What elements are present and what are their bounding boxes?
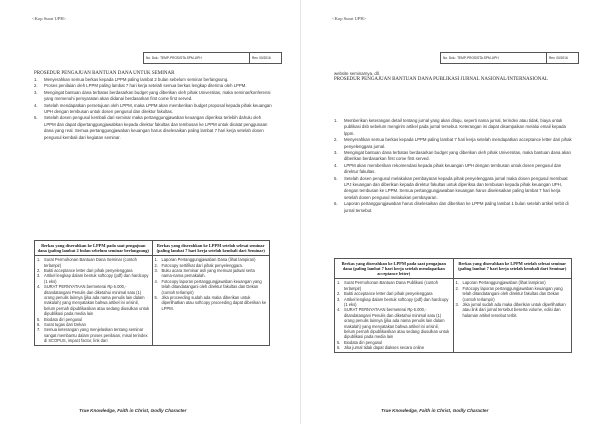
step-number: 3.	[334, 150, 338, 156]
step-number: 6.	[334, 201, 338, 207]
revision-number: Rev. 00/2016	[549, 55, 568, 60]
item-text: Bukti acceptance letter dari pihak penyelenggara	[44, 267, 133, 273]
continued-text-line: website seminarnya, dll.	[334, 71, 380, 76]
list-item	[337, 307, 451, 339]
item-number: 1.	[37, 257, 41, 263]
document-number-box	[440, 52, 579, 64]
procedure-step	[34, 115, 272, 141]
item-text: SURAT PERNYATAAN bermeterai Rp 6.000,- ditandatangani Penulis dan diketahui minimal satu (1) orang penulis lainnya (jika ada nama penulis lain dalam makalah) yang menyatakan bahwa artikel ini orisinil, belum pernah dipublikasikan atau sedang diusulkan untuk dipublikasi pada media lain	[44, 284, 150, 317]
step-text: Laporan pertanggungjawaban harus diselesaikan dan diberikan ke LPPM paling lambat 1 bulan setelah artikel terbit di jurnal tersebut.	[344, 201, 569, 213]
step-text: LPPM akan memberikan rekomendasi kepada pihak keuangan UPH dengan tembusan untuk dosen pengusul dan direktur fakultas.	[344, 162, 562, 175]
step-number: 2.	[334, 137, 338, 143]
right-page	[300, 0, 600, 424]
item-number: 6.	[37, 321, 41, 327]
step-number: 1.	[334, 118, 338, 123]
section-title: PROSEDUR PENGAJUAN BANTUAN DANA UNTUK SEMINAR	[34, 71, 175, 76]
step-text: Memberikan keterangan detail tentang jurnal yang akan dituju, seperti nama jurnal, terindex atau tidak, biaya untuk publikasi dsb sebelum mengirim artikel pada jurnal tersebut. Keterangan ini dapat disampaikan melalui email kepada lppm.	[344, 118, 566, 136]
item-number: 4.	[154, 278, 158, 284]
item-number: 1.	[337, 280, 341, 286]
item-text: Buku acara Seminar asli yang memuat jadwal serta nama-nama pemakalah.	[161, 267, 255, 279]
procedure-steps	[334, 118, 574, 214]
procedure-step	[334, 150, 574, 163]
item-text: Bukti acceptance letter dari pihak penyelenggara	[344, 291, 433, 297]
item-text: SURAT PERNYATAAN bermeterai Rp 6.000,- ditandatangani Penulis dan diketahui minimal satu (1) orang penulis lainnya (jika ada nama penulis lain dalam makalah) yang menyatakan bahwa artikel ini orisinil, belum pernah dipublikasikan atau sedang diusulkan untuk dipublikasi pada media lain	[344, 307, 450, 340]
table-header-after: Berkas yang diserahkan ke LPPM setelah selesai seminar (paling lambat 7 hari kerja setelah kembali dari Seminar)	[152, 241, 270, 256]
step-number: 5.	[34, 115, 38, 121]
step-number: 5.	[334, 175, 338, 181]
item-number: 4.	[37, 284, 41, 290]
step-number: 1.	[34, 77, 38, 82]
item-number: 3.	[337, 296, 341, 302]
step-text: Menyerahkan semua berkas kepada LPPM paling lambat 2 bulan sebelum seminar berlangsung.	[44, 77, 229, 82]
requirements-table	[334, 258, 572, 353]
list-item	[337, 297, 451, 308]
section-title: PROSEDUR PENGAJUAN BANTUAN DANA PUBLIKASI JURNAL NASIONAL/INTERNASIONAL	[334, 77, 548, 82]
table-cell-after	[152, 255, 270, 346]
item-text: Laporan Pertanggungjawaban (lihat lampiran)	[462, 280, 546, 286]
letterhead-placeholder: <Kop Surat UPH>	[32, 16, 67, 21]
table-header-after: Berkas yang diserahkan ke LPPM setelah selesai seminar (paling lambat 7 hari kerja setelah kembali dari Seminar)	[453, 259, 572, 279]
procedure-step	[34, 90, 272, 103]
step-text: Setelah dosen pengusul melakukan pembayaran kepada pihak penyelenggara jurnal maka dosen pengusul membuat LPJ keuangan dan diberikan kepada direktur fakultas untuk diperiksa dan tembusan kepada pihak keuangan UPH, dengan tembusan ke LPPM. Semua pertanggungjawaban keuangan harus diselesaikan paling lambat 7 hari kerja setelah dosen pengusul melakukan pembayaran.	[344, 175, 568, 200]
item-text: Jika proceeding sudah ada maka diberikan untuk diperlihatkan atau softcopy proceeding dapat diberikan ke LPPM.	[161, 294, 267, 311]
item-text: Artikel lengkap dalam bentuk softcopy (pdf) dan hardcopy (1 eks)	[44, 273, 149, 284]
procedure-step	[334, 163, 574, 176]
item-number: 5.	[37, 316, 41, 322]
item-number: 2.	[455, 285, 459, 291]
item-text: Fotocopy sertifikat dari pihak penyelenggara.	[161, 262, 243, 268]
procedure-step	[334, 118, 574, 137]
item-text: Jika jurnal sudah ada maka diberikan untuk diperlihatkan atau link dari jurnal tersebut beserta volume, edisi dan halaman artikel tersebut terbit.	[462, 302, 566, 318]
list-item	[337, 280, 451, 291]
item-text: Surat tugas dari Dekan	[44, 321, 86, 327]
step-text: Setelah dosen pengusul kembali dari seminar maka pertanggungjawaban keuangan diperiksa terlebih dahulu oleh LPPM dan dapat dipertanggungjawabkan kepada direktur fakultas dan tembusan ke LPPM untuk dicatat penggunaan dana yang real. Semua pertanggungjawaban keuangan harus diselesaikan paling lambat 7 hari kerja setelah dosen pengusul kembali dari kegiatan seminar.	[44, 115, 268, 140]
item-text: Semua keterangan yang menjelaskan tentang seminar sangat membantu dalam proses penilaian, misal terindex di SCOPUS, impact factor, link dari	[44, 327, 148, 344]
item-text: Jika jurnal tidak dapat diakses secara online	[344, 345, 425, 351]
item-text: Laporan Pertanggungjawaban Dana (lihat lampiran)	[161, 257, 256, 263]
item-number: 5.	[337, 339, 341, 345]
item-text: Surat Permohonan Bantuan Dana Seminar (contoh terlampir)	[44, 257, 137, 268]
document-number: No. Dok.: TEMP-PROSISTA.SPM-UPH	[441, 53, 547, 63]
item-number: 2.	[154, 262, 158, 268]
item-number: 3.	[154, 267, 158, 273]
item-number: 2.	[37, 267, 41, 273]
step-number: 4.	[334, 162, 338, 168]
list-item	[155, 295, 268, 311]
item-number: 7.	[37, 327, 41, 333]
list-item	[155, 268, 268, 279]
item-number: 4.	[337, 307, 341, 313]
procedure-step	[34, 103, 272, 116]
table-cell-after	[453, 278, 572, 352]
item-text: Surat Permohonan Bantuan Dana Publikasi (contoh terlampir)	[344, 280, 438, 291]
step-number: 3.	[34, 89, 38, 95]
item-number: 1.	[154, 257, 158, 263]
item-text: Artikel lengkap dalam bentuk softcopy (pdf) dan hardcopy (1 eks)	[344, 296, 449, 308]
item-number: 3.	[37, 273, 41, 279]
document-number-box	[143, 52, 282, 64]
list-item	[37, 257, 150, 268]
list-item	[37, 284, 150, 316]
table-header-before: Berkas yang diserahkan ke LPPM pada saat pengajuan dana (paling lambat 2 bulan sebelum seminar berlangsung)	[35, 241, 153, 256]
procedure-step	[334, 176, 574, 202]
step-text: Setelah mendapatkan persetujuan oleh LPPM, maka LPPM akan memberikan budget proposal kepada pihak keuangan UPH dengan tembusan untuk dosen pengusul dan direktur fakultas.	[44, 102, 272, 115]
step-text: Mengingat bantuan dana terbatas berdasarkan budget yang diberikan oleh pihak Universitas, maka seminar/konferensi yang memenuhi persyaratan akan didanai berdasarkan first come first served.	[44, 89, 271, 102]
item-number: 5.	[154, 294, 158, 300]
procedure-step	[334, 201, 574, 214]
list-item	[37, 273, 150, 284]
table-cell-before	[35, 255, 153, 346]
letterhead-placeholder: <Kop Surat UPH>	[332, 16, 367, 21]
step-text: Mengingat bantuan dana terbatas berdasarkan budget yang diberikan oleh pihak Universitas, maka bantuan dana akan diberikan berdasarkan first come first served.	[344, 150, 571, 162]
procedure-step	[334, 137, 574, 150]
list-item	[456, 302, 570, 318]
step-text: Menyerahkan semua berkas kepada LPPM paling lambat 7 hari kerja setelah mendapatkan acceptance letter dari pihak penyelenggara jurnal.	[344, 137, 572, 149]
procedure-steps	[34, 77, 272, 141]
page-footer-motto: True Knowledge, Faith in Christ, Godly Character	[79, 408, 187, 413]
item-text: Fotocopy laporan pertanggungjawaban keuangan yang telah ditandatangani oleh direktur fakultas dan Dekan (contoh terlampir)	[161, 278, 262, 295]
item-text: Fotocopy laporan pertanggungjawaban keuangan yang telah ditandatangani oleh direktur fakultas dan Dekan (contoh terlampir)	[462, 285, 563, 302]
item-text: Biodata diri pengusul	[344, 339, 383, 345]
step-number: 4.	[34, 102, 38, 108]
document-number: No. Dok.: TEMP-PROSISTA.SPM-UPH	[144, 53, 250, 63]
list-item	[155, 279, 268, 295]
step-number: 2.	[34, 83, 38, 89]
item-number: 6.	[337, 345, 341, 351]
table-cell-before	[335, 278, 454, 352]
page-footer-motto: True Knowledge, Faith in Christ, Godly Character	[381, 408, 489, 413]
requirements-table	[34, 240, 270, 346]
item-number: 3.	[455, 302, 459, 308]
list-item	[337, 345, 451, 350]
item-number: 2.	[337, 291, 341, 297]
table-header-before: Berkas yang diserahkan ke LPPM pada saat pengajuan dana (paling lambat 7 hari kerja setelah mendapatkan acceptance letter)	[335, 259, 454, 279]
revision-number: Rev. 00/2016	[252, 55, 271, 60]
item-number: 1.	[455, 280, 459, 286]
list-item	[37, 327, 150, 343]
list-item	[456, 286, 570, 302]
item-text: Biodata diri pengusul	[44, 316, 83, 322]
step-text: Proses penilaian oleh LPPM paling lambat 7 hari kerja setelah semua berkas lengkap diterima oleh LPPM.	[44, 83, 247, 89]
